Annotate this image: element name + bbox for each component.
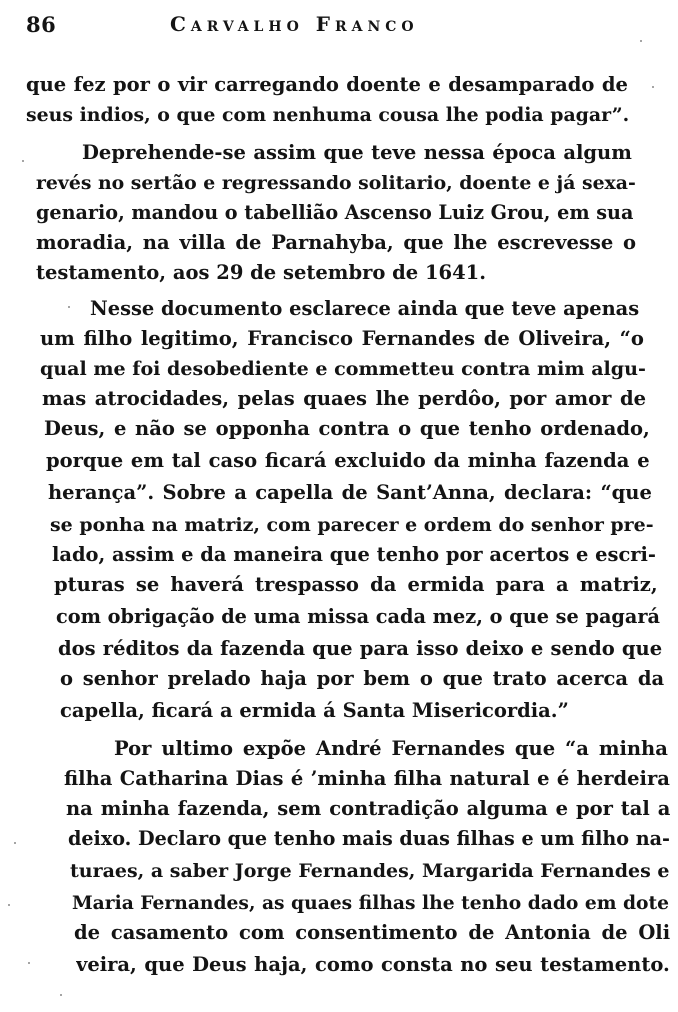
text-line: deixo. Declaro que tenho mais duas filhas e um filho na-	[68, 827, 670, 850]
scan-speck	[14, 842, 16, 844]
text-line: Por ultimo expõe André Fernandes que “a minha	[114, 737, 668, 760]
text-line: dos réditos da fazenda que para isso deixo e sendo que	[58, 637, 662, 660]
scan-speck	[652, 86, 654, 88]
text-line: veira, que Deus haja, como consta no seu testamento.	[76, 953, 670, 976]
scan-speck	[8, 904, 10, 906]
text-line: Deus, e não se opponha contra o que tenho ordenado,	[44, 417, 650, 440]
text-line: lado, assim e da maneira que tenho por acertos e escri-	[52, 543, 656, 566]
text-line: testamento, aos 29 de setembro de 1641.	[36, 261, 487, 284]
page-header	[20, 10, 658, 42]
text-line: seus indios, o que com nenhuma cousa lhe podia pagar”.	[26, 104, 630, 126]
text-line: moradia, na villa de Parnahyba, que lhe escrevesse o	[36, 231, 636, 254]
page-number: 86	[26, 12, 57, 37]
text-line: genario, mandou o tabellião Ascenso Luiz Grou, em sua	[36, 201, 634, 224]
text-line: com obrigação de uma missa cada mez, o que se pagará	[56, 605, 660, 628]
text-line: herança”. Sobre a capella de Sant’Anna, declara: “que	[48, 481, 652, 504]
scan-speck	[68, 306, 70, 308]
text-line: revés no sertão e regressando solitario, doente e já sexa-	[36, 172, 636, 194]
scan-speck	[60, 994, 62, 996]
scan-speck	[640, 40, 642, 42]
text-line: Nesse documento esclarece ainda que teve apenas	[90, 297, 640, 320]
text-line: na minha fazenda, sem contradição alguma e por tal a	[66, 797, 670, 820]
text-line: capella, ficará a ermida á Santa Misericordia.”	[60, 699, 569, 722]
text-line: qual me foi desobediente e commetteu contra mim algu-	[40, 358, 646, 380]
text-line: mas atrocidades, pelas quaes lhe perdôo, por amor de	[42, 387, 646, 410]
text-line: Maria Fernandes, as quaes filhas lhe tenho dado em dote	[72, 892, 670, 914]
text-line: turaes, a saber Jorge Fernandes, Margarida Fernandes e	[70, 860, 670, 882]
text-line: um filho legitimo, Francisco Fernandes de Oliveira, “o	[40, 327, 644, 350]
scan-speck	[28, 962, 30, 964]
running-title: Carvalho Franco	[170, 12, 419, 36]
text-line: se ponha na matriz, com parecer e ordem do senhor pre-	[50, 514, 654, 536]
text-line: que fez por o vir carregando doente e desamparado de	[26, 73, 628, 96]
text-line: filha Catharina Dias é ’minha filha natural e é herdeira	[64, 767, 670, 790]
text-line: de casamento com consentimento de Antonia de Oli	[74, 921, 670, 944]
text-line: Deprehende-se assim que teve nessa época algum	[82, 141, 632, 164]
scan-speck	[22, 160, 24, 162]
text-line: porque em tal caso ficará excluido da minha fazenda e	[46, 449, 650, 472]
text-line: pturas se haverá trespasso da ermida para a matriz,	[54, 573, 658, 596]
text-line: o senhor prelado haja por bem o que trato acerca da	[60, 667, 664, 690]
